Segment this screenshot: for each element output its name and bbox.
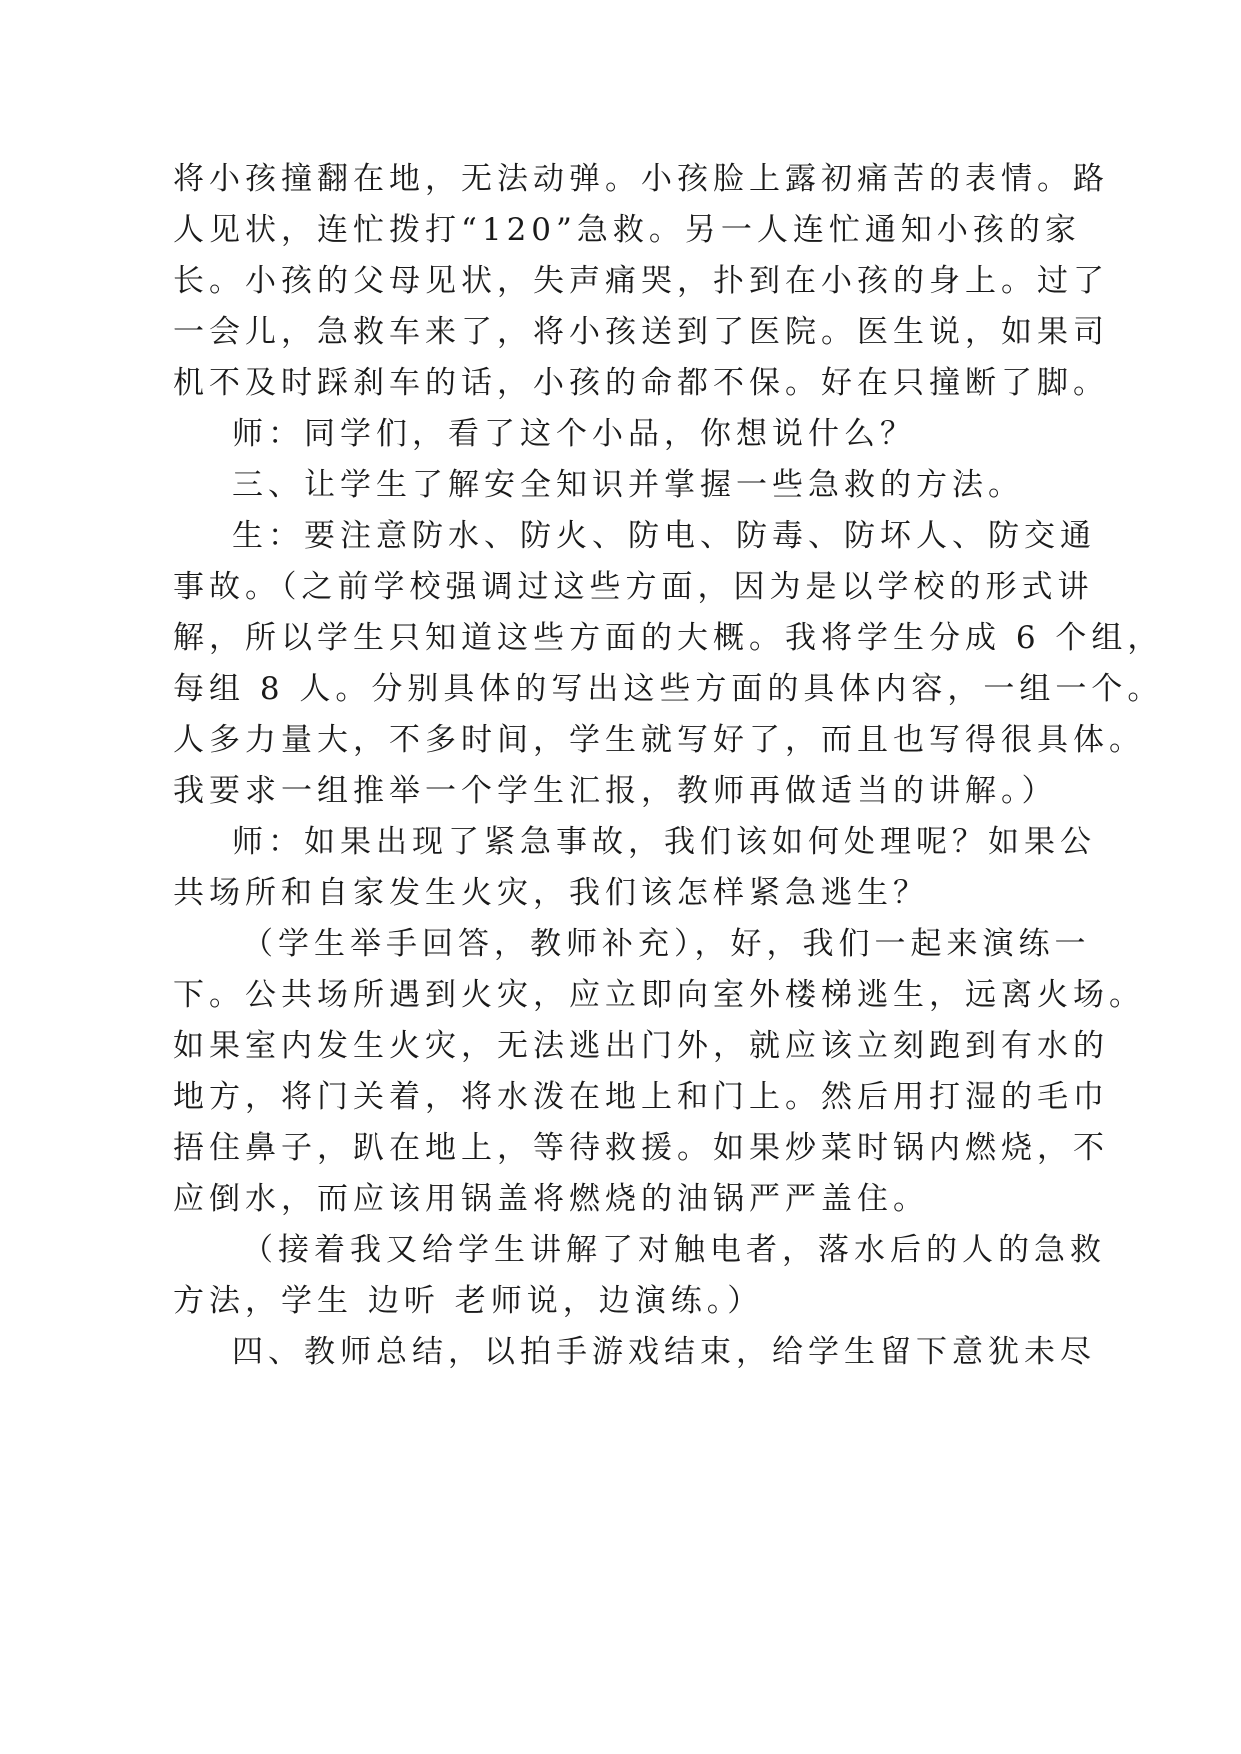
text-line: 如果室内发生火灾，无法逃出门外，就应该立刻跑到有水的 bbox=[173, 1028, 1109, 1064]
text-line: （接着我又给学生讲解了对触电者，落水后的人的急救 bbox=[242, 1232, 1106, 1268]
text-line: 四、教师总结，以拍手游戏结束，给学生留下意犹未尽 bbox=[232, 1334, 1096, 1370]
text-line: 方法，学生 边听 老师说，边演练。） bbox=[173, 1283, 764, 1319]
text-line: 捂住鼻子，趴在地上，等待救援。如果炒菜时锅内燃烧，不 bbox=[173, 1130, 1109, 1166]
text-line: 我要求一组推举一个学生汇报，教师再做适当的讲解。） bbox=[173, 773, 1058, 809]
text-line: 师：如果出现了紧急事故，我们该如何处理呢？如果公 bbox=[232, 824, 1096, 860]
text-line: 师：同学们，看了这个小品，你想说什么？ bbox=[232, 416, 916, 452]
text-line: 下。公共场所遇到火灾，应立即向室外楼梯逃生，远离火场。 bbox=[173, 977, 1145, 1013]
text-line: 事故。（之前学校强调过这些方面，因为是以学校的形式讲 bbox=[173, 569, 1094, 605]
text-line: 应倒水，而应该用锅盖将燃烧的油锅严严盖住。 bbox=[173, 1181, 929, 1217]
text-line: 将小孩撞翻在地，无法动弹。小孩脸上露初痛苦的表情。路 bbox=[173, 161, 1109, 197]
text-line: 三、让学生了解安全知识并掌握一些急救的方法。 bbox=[232, 467, 1024, 503]
text-line: 地方，将门关着，将水泼在地上和门上。然后用打湿的毛巾 bbox=[173, 1079, 1109, 1115]
text-line: 机不及时踩刹车的话，小孩的命都不保。好在只撞断了脚。 bbox=[173, 365, 1109, 401]
text-line: 每组 8 人。分别具体的写出这些方面的具体内容，一组一个。 bbox=[173, 671, 1164, 707]
text-line: （学生举手回答，教师补充），好，我们一起来演练一 bbox=[242, 926, 1091, 962]
text-line: 共场所和自家发生火灾，我们该怎样紧急逃生？ bbox=[173, 875, 929, 911]
text-line: 生：要注意防水、防火、防电、防毒、防坏人、防交通 bbox=[232, 518, 1096, 554]
text-line: 人见状，连忙拨打“120”急救。另一人连忙通知小孩的家 bbox=[173, 212, 1081, 248]
text-line: 长。小孩的父母见状，失声痛哭，扑到在小孩的身上。过了 bbox=[173, 263, 1109, 299]
text-line: 解，所以学生只知道这些方面的大概。我将学生分成 6 个组， bbox=[173, 620, 1164, 656]
text-line: 人多力量大，不多时间，学生就写好了，而且也写得很具体。 bbox=[173, 722, 1145, 758]
text-line: 一会儿，急救车来了，将小孩送到了医院。医生说，如果司 bbox=[173, 314, 1109, 350]
